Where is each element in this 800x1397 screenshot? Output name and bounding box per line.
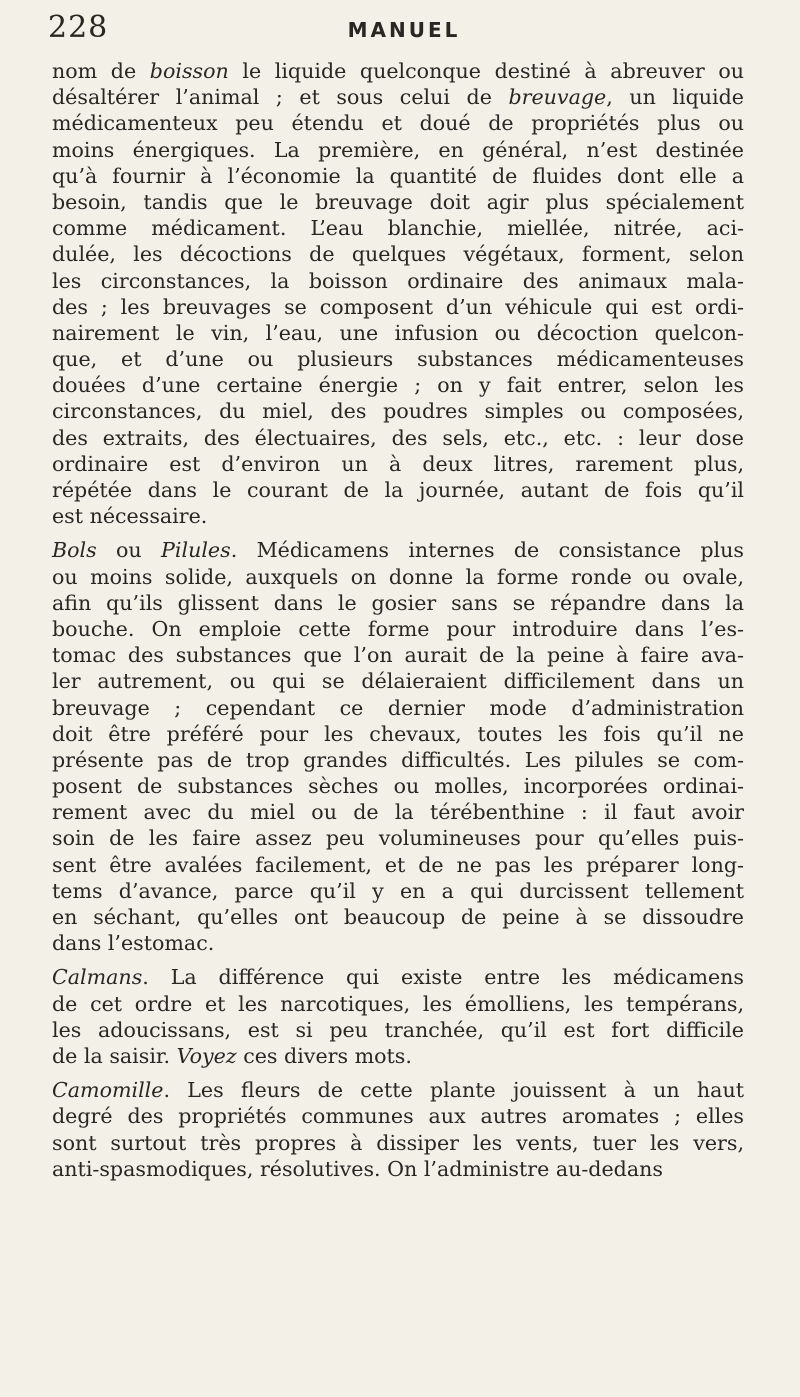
text-line [52,564,744,590]
text-run: . Les fleurs de cette plante jouissent à un haut [163,1078,744,1103]
text-run: sent être avalées facilement, et de ne pas les préparer long- [52,852,744,877]
italic-term: Voyez [176,1043,237,1068]
running-title: MANUEL [347,18,461,42]
text-line [52,964,744,990]
text-run: rement avec du miel ou de la térébenthine : il faut avoir [52,800,744,825]
text-run: sont surtout très propres à dissiper les vents, tuer les vers, [52,1130,744,1155]
text-line [52,1103,744,1129]
text-run: tomac des substances que l’on aurait de la peine à faire ava- [52,643,744,668]
text-line [52,991,744,1017]
text-run: doit être préféré pour les chevaux, toutes les fois qu’il ne [52,721,744,746]
text-run: nom de [52,59,150,83]
text-run: douées d’une certaine énergie ; on y fait entrer, selon les [52,373,744,398]
italic-term: breuvage [508,85,607,110]
text-line [52,137,744,163]
text-line [52,477,744,503]
text-run: ou [96,538,162,563]
text-line [52,773,744,799]
text-line [52,346,744,372]
text-line [52,1043,744,1069]
text-line [52,537,744,563]
text-line [52,642,744,668]
text-run: tems d’avance, parce qu’il y en a qui durcissent tellement [52,878,744,903]
text-line [52,320,744,346]
text-line [52,904,744,930]
text-run: de cet ordre et les narcotiques, les émolliens, les tempérans, [52,991,744,1016]
text-line [52,425,744,451]
text-line [52,852,744,878]
text-line [52,1017,744,1043]
text-run: nairement le vin, l’eau, une infusion ou décoction quelcon- [52,320,744,345]
text-line [52,58,744,84]
italic-term: Camomille [52,1078,164,1103]
text-line [52,616,744,642]
text-run: dulée, les décoctions de quelques végétaux, forment, selon [52,242,744,267]
text-run: les circonstances, la boisson ordinaire des animaux mala- [52,268,744,293]
paragraph [52,964,744,1069]
text-run: besoin, tandis que le breuvage doit agir plus spécialement [52,189,744,214]
text-line [52,294,744,320]
paragraph [52,1077,744,1182]
text-run: afin qu’ils glissent dans le gosier sans se répandre dans la [52,590,744,615]
text-run: des ; les breuvages se composent d’un véhicule qui est ordi- [52,294,744,319]
text-run: . Médicamens internes de consistance plus [230,538,744,563]
body-text [52,58,744,1182]
text-line [52,695,744,721]
text-line [52,721,744,747]
text-line [52,110,744,136]
text-run: ou moins solide, auxquels on donne la forme ronde ou ovale, [52,564,744,589]
text-run: le liquide quelconque destiné à abreuver ou [228,59,744,83]
text-line [52,372,744,398]
text-run: désaltérer l’animal ; et sous celui de [52,85,509,110]
text-run: circonstances, du miel, des poudres simples ou composées, [52,399,744,424]
text-line [52,1156,744,1182]
text-run: breuvage ; cependant ce dernier mode d’administration [52,695,744,720]
italic-term: Bols [52,538,97,563]
text-run: posent de substances sèches ou molles, incorporées ordinai- [52,774,744,799]
text-run: bouche. On emploie cette forme pour introduire dans l’es- [52,616,744,641]
text-run: moins énergiques. La première, en général, n’est destinée [52,137,744,162]
page-number: 228 [48,10,109,45]
text-run: des extraits, des électuaires, des sels, etc., etc. : leur dose [52,425,744,450]
text-run: médicamenteux peu étendu et doué de propriétés plus ou [52,111,744,136]
text-line [52,241,744,267]
text-run: ces divers mots. [236,1043,412,1068]
text-run: qu’à fournir à l’économie la quantité de fluides dont elle a [52,163,744,188]
text-run: soin de les faire assez peu volumineuses pour qu’elles puis- [52,826,744,851]
text-run: que, et d’une ou plusieurs substances médicamenteuses [52,347,744,372]
text-line [52,1077,744,1103]
text-line [52,451,744,477]
text-line [52,398,744,424]
italic-term: Calmans [52,965,143,990]
italic-term: Pilules [161,538,231,563]
text-run: comme médicament. L’eau blanchie, miellée, nitrée, aci- [52,216,744,241]
text-line [52,84,744,110]
text-line [52,1130,744,1156]
text-run: ler autrement, ou qui se délaieraient difficilement dans un [52,669,744,694]
text-line [52,668,744,694]
text-run: en séchant, qu’elles ont beaucoup de peine à se dissoudre [52,905,744,929]
italic-term: boisson [149,59,229,83]
text-line [52,163,744,189]
text-line [52,878,744,904]
text-line [52,825,744,851]
paragraph [52,537,744,956]
text-line [52,590,744,616]
text-line [52,747,744,773]
text-line [52,268,744,294]
text-line [52,215,744,241]
page-header [48,10,760,50]
text-run: , un liquide [606,85,744,110]
text-line [52,930,744,956]
text-run: présente pas de trop grandes difficultés. Les pilules se com- [52,747,744,772]
text-line [52,799,744,825]
text-run: degré des propriétés communes aux autres aromates ; elles [52,1104,744,1129]
text-run: . La différence qui existe entre les médicamens [142,965,744,990]
text-run: les adoucissans, est si peu tranchée, qu’il est fort difficile [52,1017,744,1042]
text-run: de la saisir. [52,1043,177,1068]
paragraph [52,58,744,529]
text-line [52,189,744,215]
text-run: anti-spasmodiques, résolutives. On l’administre au-dedans [52,1156,663,1181]
text-run: est nécessaire. [52,504,208,529]
text-run: répétée dans le courant de la journée, autant de fois qu’il [52,478,744,502]
text-run: dans l’estomac. [52,931,215,956]
text-run: ordinaire est d’environ un à deux litres, rarement plus, [52,451,744,476]
text-line [52,503,744,529]
